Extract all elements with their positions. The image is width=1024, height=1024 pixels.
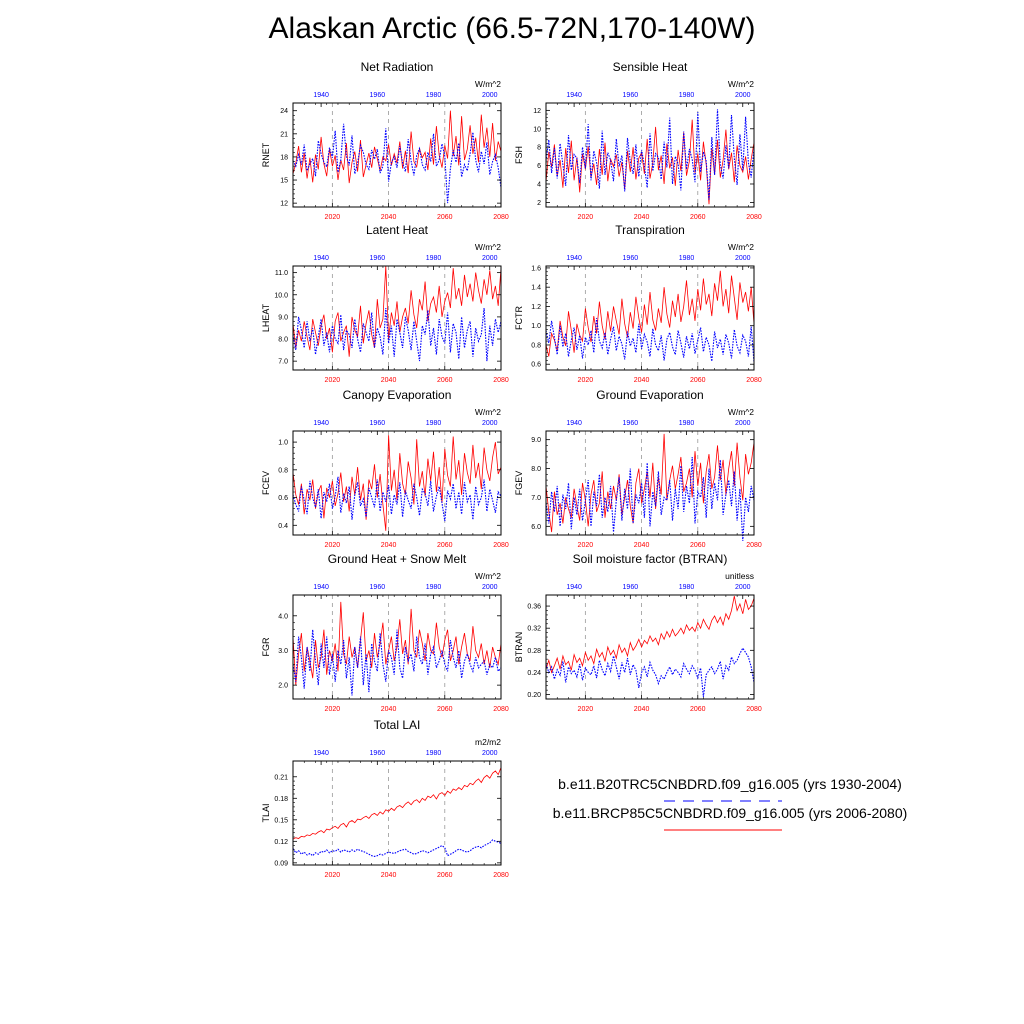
y-tick-label: 0.12 [274,838,288,846]
x-bottom-tick-label: 2040 [380,377,397,384]
y-tick-label: 1.0 [531,323,541,331]
x-bottom-tick-label: 2060 [436,706,453,713]
x-top-tick-label: 1940 [313,584,329,591]
panel-title: Total LAI [373,718,421,732]
y-tick-label: 12 [280,200,288,208]
x-top-tick-label: 1980 [425,92,442,99]
y-tick-label: 1.2 [531,303,541,311]
x-top-tick-label: 2000 [481,584,498,591]
x-top-tick-label: 1960 [369,584,386,591]
x-bottom-tick-label: 2020 [324,872,341,879]
panel-units: W/m^2 [727,407,754,417]
panel-btran [514,552,762,713]
x-bottom-tick-label: 2080 [493,542,509,549]
x-top-tick-label: 2000 [481,255,498,262]
y-tick-label: 8.0 [278,336,288,344]
panel-fsh [514,60,762,221]
y-tick-label: 0.32 [527,625,541,633]
plot-frame [546,103,754,207]
panel-units: W/m^2 [474,79,501,89]
series-future [546,271,754,357]
x-bottom-tick-label: 2040 [380,706,397,713]
x-top-tick-label: 1940 [313,92,329,99]
y-tick-label: 0.28 [527,647,541,655]
y-tick-label: 0.21 [274,774,288,782]
panel-fcev [261,388,509,549]
x-bottom-tick-label: 2060 [436,377,453,384]
x-top-tick-label: 1980 [678,92,695,99]
y-axis-label: FSH [514,146,524,164]
series-future [293,435,501,531]
y-axis-label: FCTR [514,306,524,330]
panel-rnet [261,60,509,221]
x-bottom-tick-label: 2060 [689,706,706,713]
x-top-tick-label: 2000 [481,92,498,99]
y-axis-label: FGR [261,637,271,657]
x-bottom-tick-label: 2060 [436,872,453,879]
y-tick-label: 0.4 [278,522,288,530]
panel-title: Latent Heat [365,223,429,237]
x-bottom-tick-label: 2060 [689,214,706,221]
x-top-tick-label: 2000 [734,92,751,99]
panel-units: W/m^2 [727,242,754,252]
x-top-tick-label: 2000 [734,255,751,262]
y-tick-label: 1.0 [278,439,288,447]
y-tick-label: 4.0 [278,613,288,621]
panel-title: Ground Heat + Snow Melt [327,552,467,566]
x-bottom-tick-label: 2080 [746,542,762,549]
y-tick-label: 15 [280,177,288,185]
y-tick-label: 10 [533,126,541,134]
series-historical [293,840,501,857]
x-top-tick-label: 1940 [566,420,582,427]
x-bottom-tick-label: 2040 [380,214,397,221]
x-top-tick-label: 1940 [566,584,582,591]
x-bottom-tick-label: 2020 [577,377,594,384]
series-historical [546,648,754,697]
y-tick-label: 0.24 [527,669,541,677]
y-tick-label: 0.8 [531,342,541,350]
y-tick-label: 24 [280,108,288,116]
x-top-tick-label: 1960 [369,255,386,262]
x-bottom-tick-label: 2020 [324,706,341,713]
x-bottom-tick-label: 2080 [493,214,509,221]
y-tick-label: 7.0 [531,494,541,502]
x-top-tick-label: 1960 [369,92,386,99]
y-tick-label: 12 [533,107,541,115]
y-tick-label: 1.6 [531,265,541,273]
y-tick-label: 0.15 [274,817,288,825]
y-tick-label: 6 [537,163,541,171]
y-tick-label: 0.09 [274,860,288,868]
x-bottom-tick-label: 2020 [324,542,341,549]
panel-units: W/m^2 [474,571,501,581]
x-bottom-tick-label: 2060 [689,377,706,384]
x-top-tick-label: 2000 [481,420,498,427]
x-bottom-tick-label: 2040 [633,542,650,549]
y-tick-label: 6.0 [531,523,541,531]
panel-fgev [514,388,762,549]
x-top-tick-label: 1940 [313,750,329,757]
x-bottom-tick-label: 2080 [746,214,762,221]
panel-title: Transpiration [615,223,685,237]
x-bottom-tick-label: 2020 [324,214,341,221]
x-bottom-tick-label: 2080 [746,377,762,384]
y-axis-label: TLAI [261,803,271,823]
panel-title: Sensible Heat [612,60,688,74]
x-bottom-tick-label: 2060 [689,542,706,549]
x-bottom-tick-label: 2040 [380,872,397,879]
legend-entry-historical: b.e11.B20TRC5CNBDRD.f09_g16.005 (yrs 1930-2004) [558,776,902,792]
x-top-tick-label: 1980 [425,750,442,757]
x-bottom-tick-label: 2060 [436,542,453,549]
x-bottom-tick-label: 2040 [380,542,397,549]
y-tick-label: 2.0 [278,682,288,690]
y-tick-label: 4 [537,181,541,189]
x-top-tick-label: 1980 [678,420,695,427]
y-axis-label: LHEAT [261,303,271,333]
y-tick-label: 0.6 [531,361,541,369]
y-axis-label: BTRAN [514,631,524,663]
y-tick-label: 1.4 [531,284,541,292]
panel-title: Soil moisture factor (BTRAN) [572,552,728,566]
panel-units: m2/m2 [475,737,501,747]
x-top-tick-label: 2000 [481,750,498,757]
plot-frame [546,595,754,699]
x-top-tick-label: 2000 [734,420,751,427]
x-top-tick-label: 1980 [425,255,442,262]
series-historical [546,457,754,541]
y-tick-label: 0.20 [527,692,541,700]
x-bottom-tick-label: 2020 [577,706,594,713]
x-bottom-tick-label: 2080 [493,872,509,879]
panel-title: Canopy Evaporation [342,388,452,402]
series-historical [546,109,754,199]
x-top-tick-label: 1960 [622,92,639,99]
x-top-tick-label: 1980 [425,420,442,427]
legend-entry-future: b.e11.BRCP85C5CNBDRD.f09_g16.005 (yrs 2006-2080) [552,805,908,821]
x-bottom-tick-label: 2040 [633,214,650,221]
series-historical [293,124,501,203]
x-bottom-tick-label: 2040 [633,377,650,384]
panel-title: Ground Evaporation [596,388,704,402]
panel-fctr [514,223,762,384]
x-bottom-tick-label: 2040 [633,706,650,713]
x-top-tick-label: 1960 [622,255,639,262]
x-top-tick-label: 2000 [734,584,751,591]
y-tick-label: 8.0 [531,466,541,474]
y-tick-label: 10.0 [274,292,288,300]
y-tick-label: 18 [280,154,288,162]
x-top-tick-label: 1940 [566,92,582,99]
x-top-tick-label: 1940 [313,420,329,427]
y-tick-label: 0.36 [527,603,541,611]
y-axis-label: RNET [261,142,271,168]
x-top-tick-label: 1980 [678,584,695,591]
panel-units: unitless [725,571,754,581]
panel-units: W/m^2 [727,79,754,89]
panel-title: Net Radiation [360,60,434,74]
x-bottom-tick-label: 2020 [577,542,594,549]
x-top-tick-label: 1960 [622,420,639,427]
y-tick-label: 9.0 [278,314,288,322]
y-tick-label: 11.0 [274,270,288,278]
plot-frame [293,761,501,865]
series-future [293,111,501,183]
x-top-tick-label: 1940 [313,255,329,262]
y-tick-label: 21 [280,131,288,139]
y-axis-label: FCEV [261,470,271,496]
y-tick-label: 0.18 [274,795,288,803]
x-bottom-tick-label: 2080 [746,706,762,713]
y-tick-label: 8 [537,144,541,152]
x-bottom-tick-label: 2020 [324,377,341,384]
series-future [293,602,501,685]
x-top-tick-label: 1980 [678,255,695,262]
plot-frame [546,431,754,535]
y-tick-label: 9.0 [531,437,541,445]
x-top-tick-label: 1960 [369,420,386,427]
panel-units: W/m^2 [474,407,501,417]
panel-units: W/m^2 [474,242,501,252]
panel-fgr [261,552,509,713]
panel-tlai [261,718,509,879]
x-bottom-tick-label: 2080 [493,377,509,384]
series-future [293,768,501,840]
y-tick-label: 0.8 [278,467,288,475]
x-top-tick-label: 1940 [566,255,582,262]
y-axis-label: FGEV [514,470,524,496]
main-title: Alaskan Arctic (66.5-72N,170-140W) [268,12,756,45]
panel-lheat [261,223,509,384]
y-tick-label: 7.0 [278,358,288,366]
x-top-tick-label: 1960 [622,584,639,591]
y-tick-label: 2 [537,199,541,207]
x-top-tick-label: 1980 [425,584,442,591]
x-top-tick-label: 1960 [369,750,386,757]
x-bottom-tick-label: 2020 [577,214,594,221]
x-bottom-tick-label: 2060 [436,214,453,221]
x-bottom-tick-label: 2080 [493,706,509,713]
y-tick-label: 0.6 [278,495,288,503]
y-tick-label: 3.0 [278,647,288,655]
